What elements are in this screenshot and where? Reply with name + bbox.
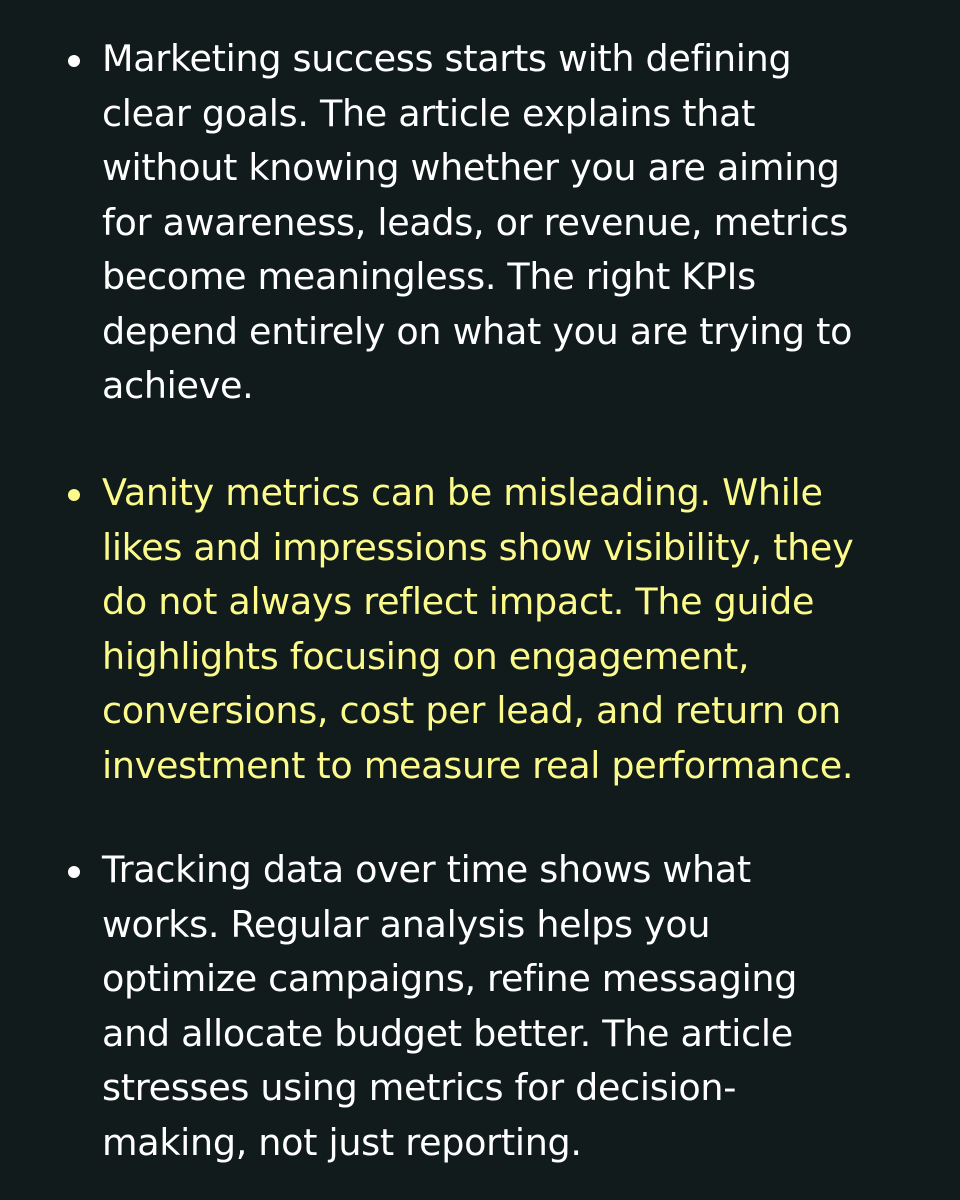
bullet-text: Tracking data over time shows what works. Regular analysis helps you optimize campaigns, refine messaging and allocate budget better. The article stresses using metrics for decision- making, not just reporting. [102, 848, 798, 1164]
bullet-dot-icon [68, 55, 80, 67]
bullet-text: Marketing success starts with defining clear goals. The article explains that without knowing whether you are aiming for awareness, leads, or revenue, metrics become meaningless. The right KPIs depend entirely on what you are trying to achieve. [102, 37, 853, 407]
bullet-dot-icon [68, 866, 80, 878]
bullet-text: Vanity metrics can be misleading. While likes and impressions show visibility, they do not always reflect impact. The guide highlights focusing on engagement, conversions, cost per lead, and return on investment to measure real performance. [102, 471, 854, 787]
bullet-dot-icon [68, 489, 80, 501]
